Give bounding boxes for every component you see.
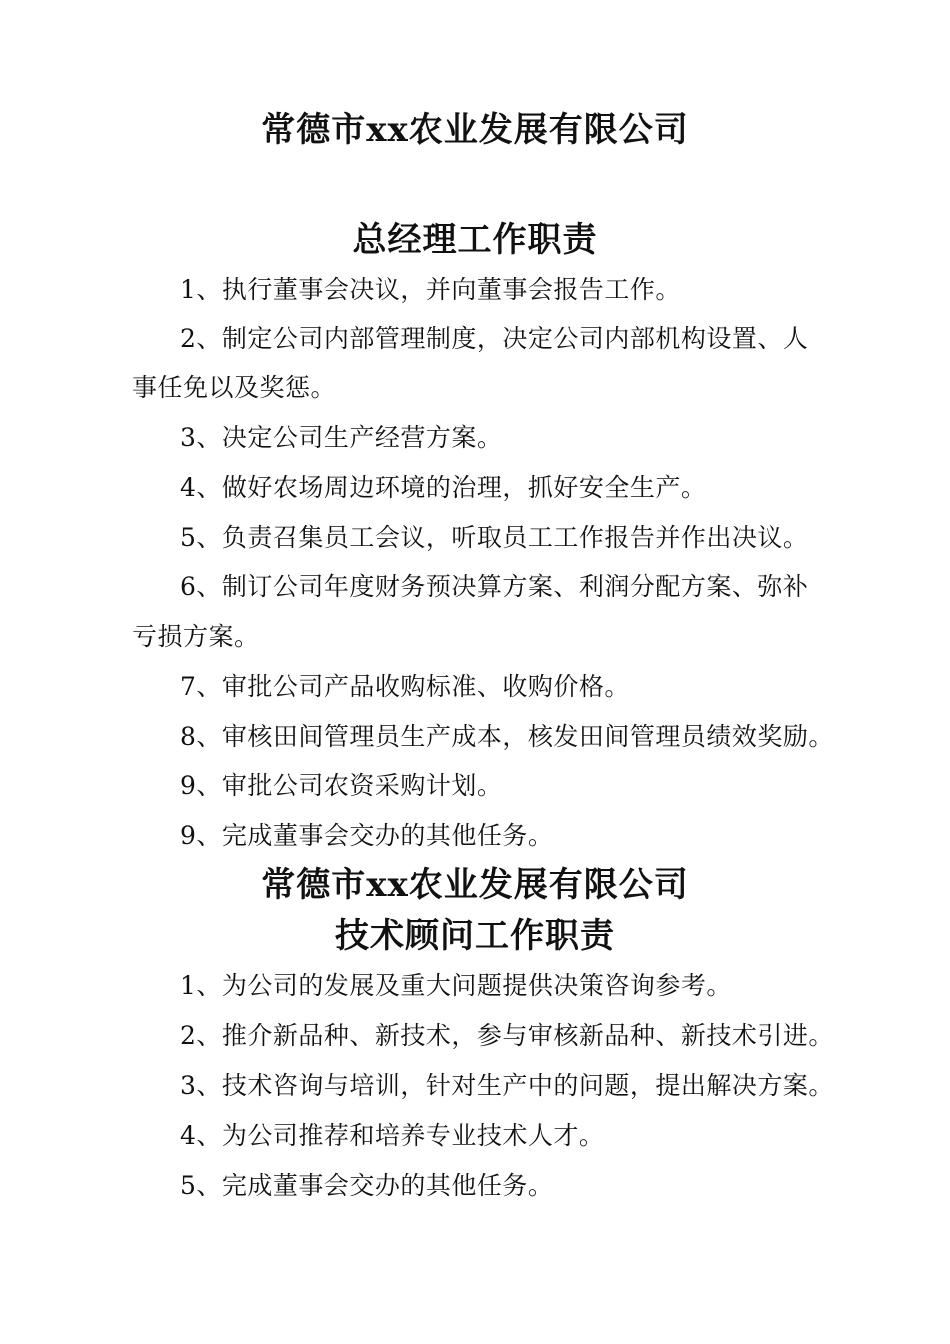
duty-item: 3、决定公司生产经营方案。 [180,423,503,452]
role-title-technical-advisor: 技术顾问工作职责 [335,916,615,956]
duty-item: 4、做好农场周边环境的治理，抓好安全生产。 [180,473,707,502]
duty-item-continuation: 亏损方案。 [132,622,260,651]
duty-item: 4、为公司推荐和培养专业技术人才。 [180,1121,605,1150]
duty-item: 8、审核田间管理员生产成本，核发田间管理员绩效奖励。 [180,722,834,751]
duty-item: 7、审批公司产品收购标准、收购价格。 [180,672,630,701]
duty-item: 5、完成董事会交办的其他任务。 [180,1171,554,1200]
duty-item: 9、审批公司农资采购计划。 [180,771,503,800]
company-title: 常德市xx农业发展有限公司 [261,865,689,905]
duty-item: 5、负责召集员工会议，听取员工工作报告并作出决议。 [180,523,809,552]
duty-item: 2、推介新品种、新技术，参与审核新品种、新技术引进。 [180,1021,834,1050]
duty-item: 9、完成董事会交办的其他任务。 [180,821,554,850]
company-title: 常德市xx农业发展有限公司 [261,110,689,150]
duty-item: 2、制定公司内部管理制度，决定公司内部机构设置、人 [180,324,809,353]
duty-item: 6、制订公司年度财务预决算方案、利润分配方案、弥补 [180,572,809,601]
duty-item: 3、技术咨询与培训，针对生产中的问题，提出解决方案。 [180,1071,834,1100]
duty-item-continuation: 事任免以及奖惩。 [132,373,337,402]
duty-item: 1、执行董事会决议，并向董事会报告工作。 [180,275,681,304]
duty-item: 1、为公司的发展及重大问题提供决策咨询参考。 [180,971,732,1000]
role-title-general-manager: 总经理工作职责 [352,220,598,260]
